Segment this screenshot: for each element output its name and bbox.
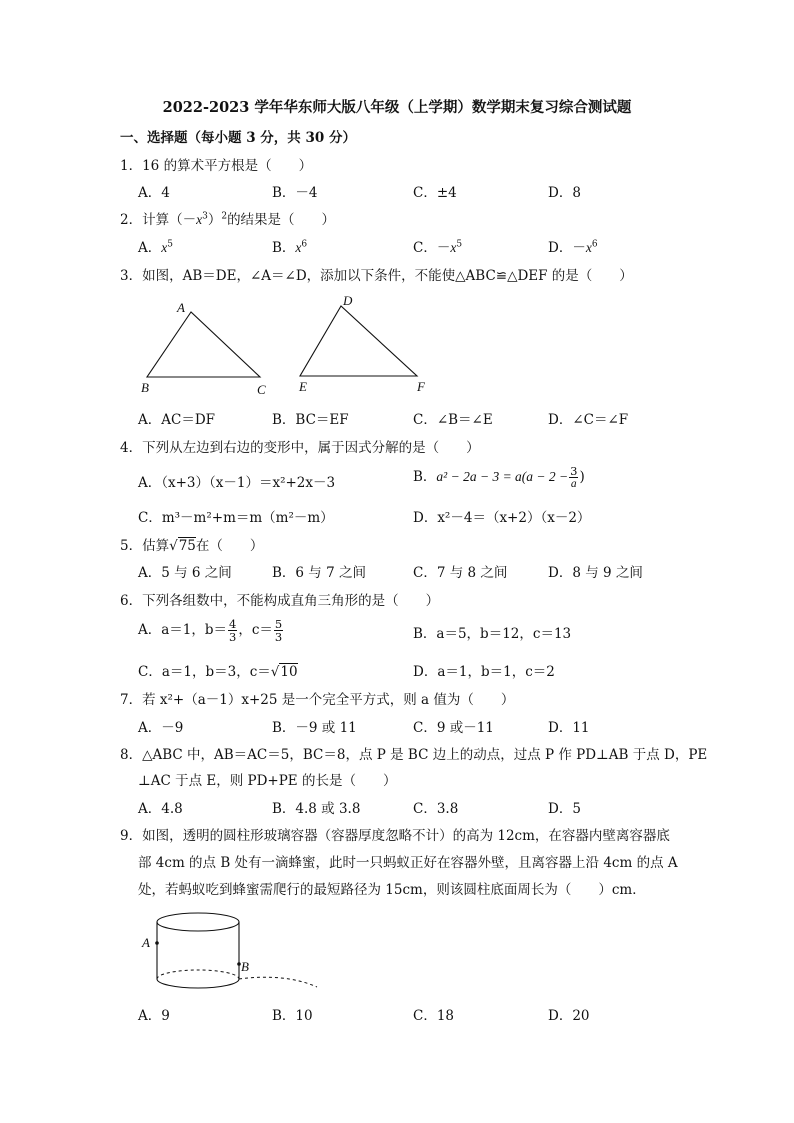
label-b: B <box>241 959 249 974</box>
question-2: 2．计算$(-x^3)^2$的结果是（ ） <box>120 211 336 228</box>
triangles-figure <box>135 290 435 402</box>
option-b[interactable]: B．－4 <box>272 185 318 201</box>
page-title: 2022-2023 学年华东师大版八年级（上学期）数学期末复习综合测试题 <box>162 99 632 116</box>
point-a <box>155 941 159 945</box>
question-2-options <box>138 236 738 256</box>
option-d[interactable]: D．11 <box>548 720 590 736</box>
label-f: F <box>417 379 425 394</box>
triangle-def <box>300 306 417 376</box>
question-3: 3．如图，AB＝DE，∠A＝∠D，添加以下条件，不能使△ABC≌△DEF 的是（ ） <box>120 268 633 284</box>
option-a[interactable]: A．（x+3）（x－1）＝x²+2x－3 <box>138 475 336 491</box>
question-4-options-row1 <box>138 464 738 495</box>
option-d[interactable]: D．5 <box>548 801 581 817</box>
option-a[interactable]: A．－9 <box>138 720 184 736</box>
question-9-options <box>138 1004 738 1024</box>
option-b[interactable]: B．4.8 或 3.8 <box>272 801 361 817</box>
option-b[interactable]: B．a² − 2a − 3 = a(a − 2 − $\frac{3}{a}$ ) <box>413 464 585 490</box>
option-a[interactable]: A．9 <box>138 1008 170 1024</box>
question-4-options-row2 <box>138 506 738 526</box>
option-a[interactable]: A．a＝1，b＝ $\frac{4}{3}$ ，c＝ $\frac{5}{3}$ <box>138 617 283 644</box>
option-d[interactable]: D．a＝1，b＝1，c＝2 <box>413 664 555 680</box>
question-9-line2: 部 4cm 的点 B 处有一滴蜂蜜，此时一只蚂蚁正好在容器外壁，且离容器上沿 4cm 的点 A <box>138 855 678 871</box>
sqrt-symbol: √ <box>169 538 178 554</box>
question-8-options <box>138 797 738 817</box>
cylinder-bottom-back <box>157 970 239 979</box>
option-c[interactable]: C．18 <box>413 1008 455 1024</box>
label-e: E <box>299 379 307 394</box>
cylinder-figure <box>135 905 335 1000</box>
option-c[interactable]: C．a＝1，b＝3，c＝√10 <box>138 664 298 680</box>
option-a[interactable]: A．4.8 <box>138 801 183 817</box>
question-8-line2: ⊥AC 于点 E，则 PD+PE 的长是（ ） <box>138 773 397 789</box>
option-d[interactable]: D．8 <box>548 185 581 201</box>
option-c[interactable]: C．7 与 8 之间 <box>413 565 508 581</box>
cylinder-top <box>157 913 239 931</box>
option-a[interactable]: A．AC＝DF <box>138 412 216 428</box>
option-d[interactable]: D．8 与 9 之间 <box>548 565 643 581</box>
label-a: A <box>177 300 185 315</box>
option-c[interactable]: C．∠B＝∠E <box>413 412 493 428</box>
option-a[interactable]: A．4 <box>138 185 170 201</box>
option-a[interactable]: A．5 与 6 之间 <box>138 565 232 581</box>
question-4: 4．下列从左边到右边的变形中，属于因式分解的是（ ） <box>120 440 480 456</box>
question-9-line3: 处，若蚂蚁吃到蜂蜜需爬行的最短路径为 15cm，则该圆柱底面周长为（ ）cm． <box>138 882 646 898</box>
option-b[interactable]: B．10 <box>272 1008 313 1024</box>
question-3-options <box>138 408 738 428</box>
option-b[interactable]: B．－9 或 11 <box>272 720 357 736</box>
option-b[interactable]: B．$x^6$ <box>272 239 308 256</box>
question-7-options <box>138 716 738 736</box>
question-6: 6．下列各组数中，不能构成直角三角形的是（ ） <box>120 593 440 609</box>
option-d[interactable]: D．∠C＝∠F <box>548 412 629 428</box>
option-b[interactable]: B．6 与 7 之间 <box>272 565 366 581</box>
question-5: 5．估算√75在（ ） <box>120 538 264 554</box>
label-d: D <box>343 293 353 308</box>
question-6-options-row1 <box>138 617 738 650</box>
option-c[interactable]: C．±4 <box>413 185 457 201</box>
option-d[interactable]: D．20 <box>548 1008 590 1024</box>
label-c: C <box>257 382 266 397</box>
question-6-options-row2 <box>138 660 738 680</box>
label-b: B <box>141 380 149 395</box>
section-heading: 一、选择题（每小题 3 分，共 30 分） <box>120 130 356 146</box>
triangle-abc <box>147 312 260 377</box>
option-c[interactable]: C．$-x^5$ <box>413 239 463 256</box>
option-c[interactable]: C．3.8 <box>413 801 459 817</box>
question-8: 8．△ABC 中，AB＝AC＝5，BC＝8，点 P 是 BC 边上的动点，过点 P 作 PD⊥AB 于点 D，PE <box>120 747 708 763</box>
question-1: 1．16 的算术平方根是（ ） <box>120 158 313 174</box>
option-c[interactable]: C．m³－m²+m＝m（m²－m） <box>138 510 334 526</box>
cylinder-bottom-front <box>157 979 239 988</box>
option-b[interactable]: B．a＝5，b＝12，c＝13 <box>413 626 572 642</box>
option-d[interactable]: D．x²－4＝（x+2）（x－2） <box>413 510 591 526</box>
option-d[interactable]: D．$-x^6$ <box>548 239 598 256</box>
question-9: 9．如图，透明的圆柱形玻璃容器（容器厚度忽略不计）的高为 12cm，在容器内壁离容器底 <box>120 828 670 844</box>
option-a[interactable]: A．$x^5$ <box>138 239 173 256</box>
question-1-options <box>138 181 738 201</box>
question-5-options <box>138 561 738 581</box>
question-7: 7．若 x²+（a－1）x+25 是一个完全平方式，则 a 值为（ ） <box>120 692 515 708</box>
label-a: A <box>142 935 150 950</box>
option-c[interactable]: C．9 或－11 <box>413 720 494 736</box>
path-dashed <box>239 977 317 987</box>
option-b[interactable]: B．BC＝EF <box>272 412 349 428</box>
